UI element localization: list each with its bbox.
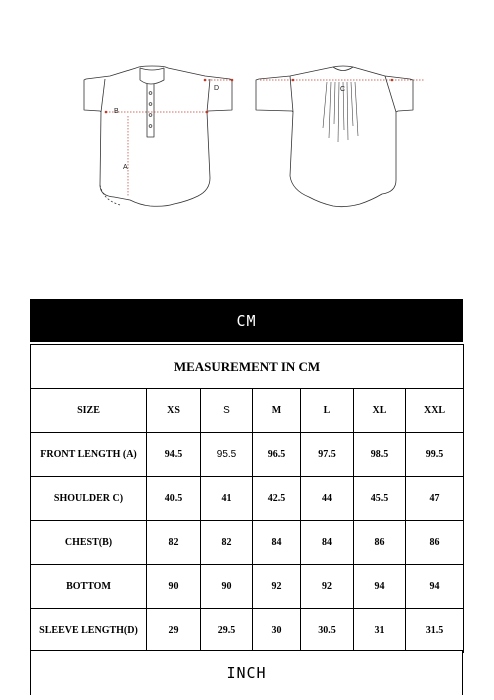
cell-value: 94.5 — [147, 433, 201, 477]
cell-value: 45.5 — [354, 477, 406, 521]
table-row-bottom — [31, 565, 464, 609]
cell-value: 47 — [406, 477, 464, 521]
cell-value: 90 — [147, 565, 201, 609]
cell-value: 98.5 — [354, 433, 406, 477]
cell-value: 86 — [354, 521, 406, 565]
row-label: FRONT LENGTH (A) — [31, 433, 147, 477]
table-caption-row — [31, 345, 464, 389]
cell-value: 29.5 — [201, 609, 253, 653]
cell-value: 84 — [253, 521, 301, 565]
back-view-sketch — [256, 66, 413, 207]
label-a: A — [123, 164, 128, 171]
cell-value: 30 — [253, 609, 301, 653]
cell-value: 99.5 — [406, 433, 464, 477]
cell-value: 82 — [147, 521, 201, 565]
header-l: L — [301, 389, 354, 433]
row-label: BOTTOM — [31, 565, 147, 609]
row-label: CHEST(B) — [31, 521, 147, 565]
header-m: M — [253, 389, 301, 433]
label-b: B — [114, 108, 119, 115]
inch-header-band — [30, 650, 463, 695]
header-xxl: XXL — [406, 389, 464, 433]
header-size: SIZE — [31, 389, 147, 433]
front-view-buttons — [149, 92, 152, 128]
cell-value: 42.5 — [253, 477, 301, 521]
label-c: C — [340, 86, 346, 93]
inch-band-label: INCH — [226, 664, 267, 682]
cell-value: 82 — [201, 521, 253, 565]
front-view-sketch — [84, 66, 232, 206]
table-row-chest — [31, 521, 464, 565]
header-xs: XS — [147, 389, 201, 433]
cell-value: 94 — [354, 565, 406, 609]
cell-value: 97.5 — [301, 433, 354, 477]
cell-value: 31.5 — [406, 609, 464, 653]
cell-value: 41 — [201, 477, 253, 521]
cell-value: 90 — [201, 565, 253, 609]
cell-value: 40.5 — [147, 477, 201, 521]
table-caption: MEASUREMENT IN CM — [31, 345, 464, 389]
table-row-sleeve-length — [31, 609, 464, 653]
cell-value: 92 — [301, 565, 354, 609]
table-row-shoulder — [31, 477, 464, 521]
garment-diagram — [0, 0, 494, 290]
row-label: SLEEVE LENGTH(D) — [31, 609, 147, 653]
cm-band-label: CM — [236, 311, 257, 330]
cell-value: 94 — [406, 565, 464, 609]
cm-header-band — [30, 299, 463, 342]
table-row-front-length — [31, 433, 464, 477]
cell-value: 92 — [253, 565, 301, 609]
label-d: D — [214, 85, 220, 92]
table-header-row — [31, 389, 464, 433]
cell-value: 44 — [301, 477, 354, 521]
cell-value: 29 — [147, 609, 201, 653]
row-label: SHOULDER C) — [31, 477, 147, 521]
cell-value: 96.5 — [253, 433, 301, 477]
cell-value: 30.5 — [301, 609, 354, 653]
header-xl: XL — [354, 389, 406, 433]
cell-value: 86 — [406, 521, 464, 565]
header-s: S — [201, 389, 253, 433]
cell-value: 31 — [354, 609, 406, 653]
size-chart-table — [30, 344, 464, 653]
cell-value: 84 — [301, 521, 354, 565]
cell-value: 95.5 — [201, 433, 253, 477]
